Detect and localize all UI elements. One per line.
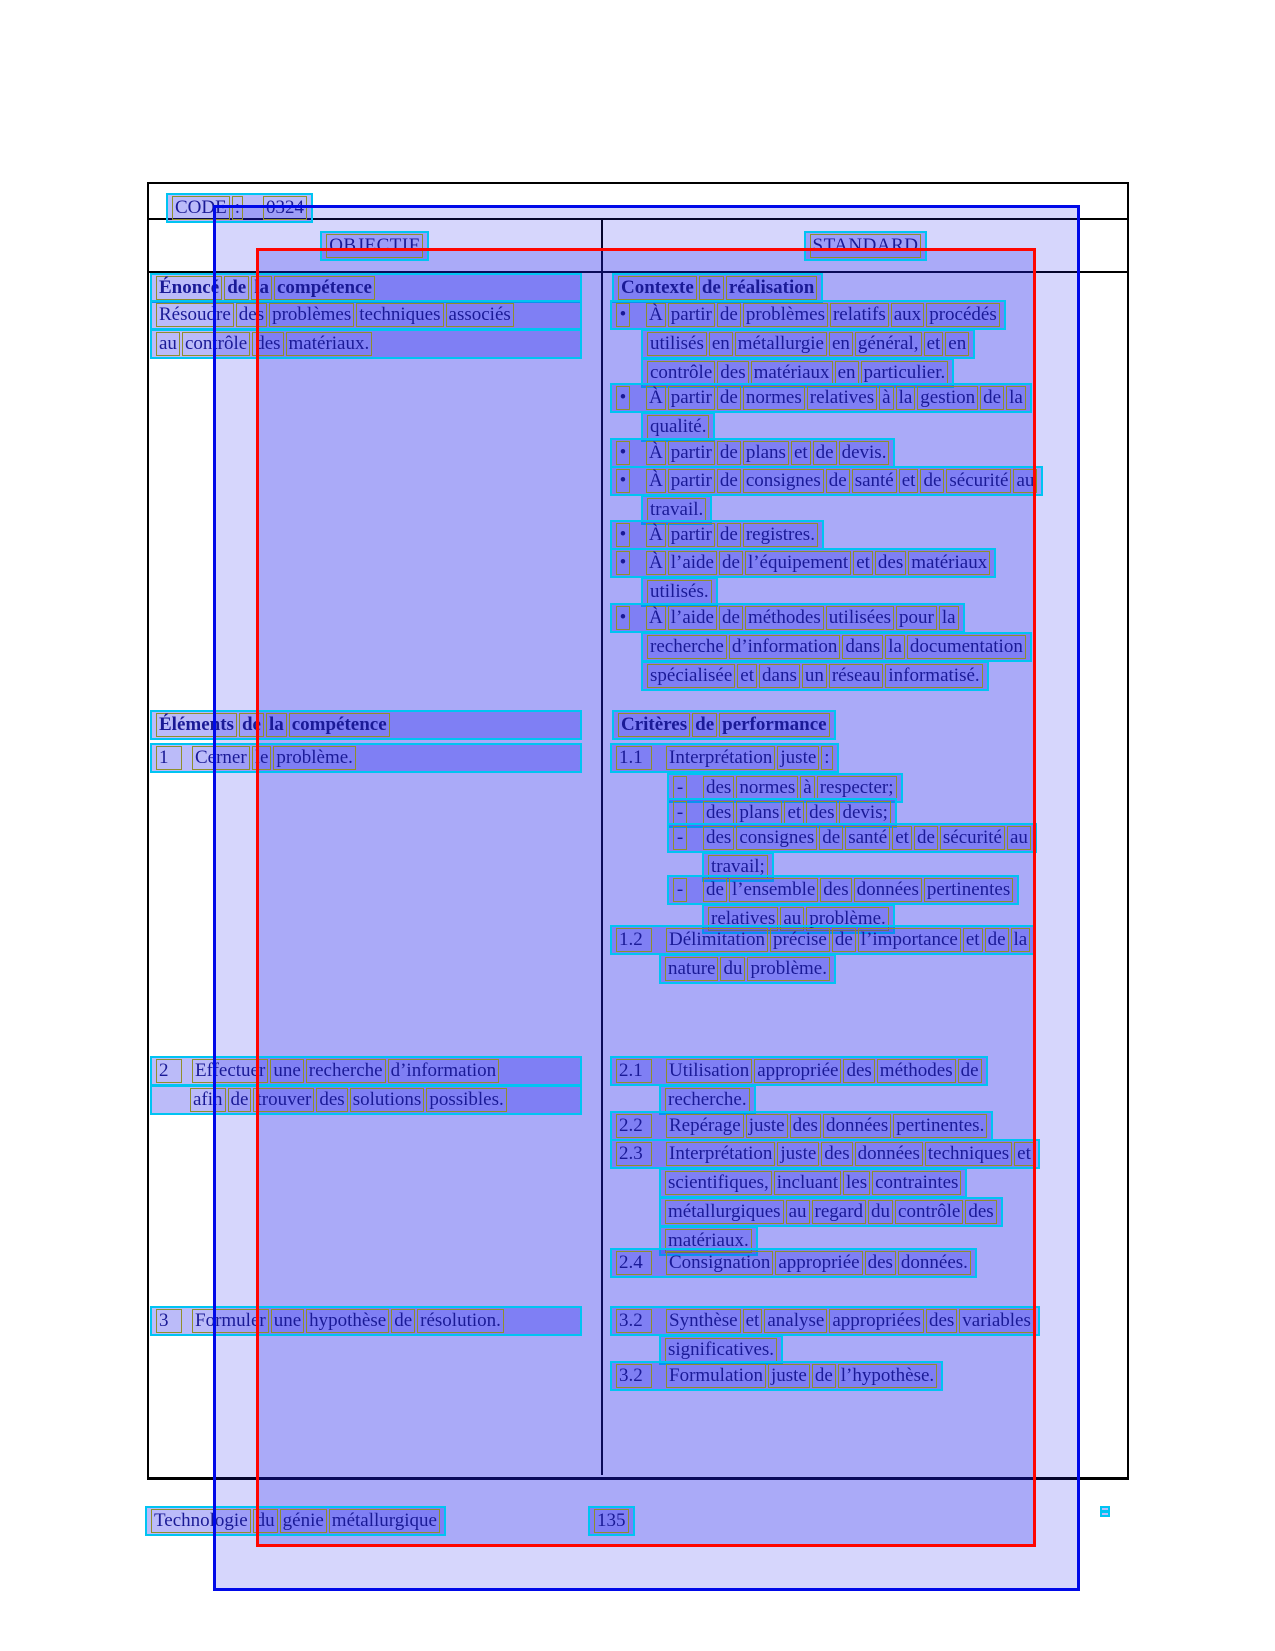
word-box: trouver [253, 1088, 314, 1112]
word-box: recherche. [665, 1088, 750, 1112]
word-box: du [253, 1509, 278, 1533]
word-box: travail. [647, 498, 706, 522]
word-box: plans [736, 801, 782, 825]
word-box: de [228, 1088, 252, 1112]
word-box: pertinentes [924, 878, 1013, 902]
word-box: • [616, 303, 630, 327]
word-box: méthodes [745, 606, 824, 630]
word-box: métallurgiques [665, 1200, 784, 1224]
word-box: À [646, 386, 666, 410]
word-box: relatives [708, 907, 778, 931]
word-box: de [717, 469, 741, 493]
word-box: résolution. [417, 1309, 504, 1333]
element-number [155, 1310, 183, 1331]
word-box: Interprétation [666, 746, 775, 770]
word-box: des [843, 1059, 874, 1083]
word-box: : [232, 196, 243, 220]
word-box: et [737, 664, 757, 688]
word-box: 2 [156, 1059, 182, 1083]
word-box: de [699, 276, 724, 300]
word-box: appropriée [754, 1059, 841, 1083]
word-box: 2.4 [616, 1251, 652, 1275]
word-box: 3 [156, 1309, 182, 1333]
word-box: de [819, 826, 843, 850]
word-box: contraintes [872, 1171, 961, 1195]
word-box: Consignation [666, 1251, 773, 1275]
word-box: des [875, 551, 906, 575]
word-box: partir [668, 441, 715, 465]
word-box: respecter; [817, 776, 897, 800]
word-box: de [717, 386, 741, 410]
word-box: du [868, 1200, 893, 1224]
word-box: utilisés [647, 332, 707, 356]
word-box: de [812, 1364, 836, 1388]
word-box: de [914, 826, 938, 850]
word-box: du [720, 957, 745, 981]
word-box: en [709, 332, 733, 356]
word-box: relatifs [830, 303, 889, 327]
word-box: de [703, 878, 727, 902]
word-box: et [963, 928, 983, 952]
word-box: 3.2 [616, 1364, 652, 1388]
word-box: Technologie [151, 1509, 251, 1533]
word-box: réseau [829, 664, 884, 688]
word-box: des [717, 361, 748, 385]
word-box: contrôle [182, 332, 250, 356]
word-box: de [920, 469, 944, 493]
word-box: des [703, 801, 734, 825]
word-box: et [743, 1309, 763, 1333]
word-box: utilisés. [647, 580, 712, 604]
word-box: associés [446, 303, 514, 327]
word-box: qualité. [647, 415, 709, 439]
word-box: partir [668, 303, 715, 327]
word-box: métallurgie [735, 332, 827, 356]
word-box: d’information [388, 1059, 500, 1083]
word-box: l’aide [668, 551, 717, 575]
word-box: problèmes [743, 303, 828, 327]
word-box: compétence [289, 713, 390, 737]
word-box: la [266, 713, 287, 737]
word-box: gestion [917, 386, 978, 410]
word-box: des [790, 1114, 821, 1138]
word-box: au [786, 1200, 810, 1224]
word-box: matériaux [751, 361, 833, 385]
word-box: scientifiques, [665, 1171, 772, 1195]
word-box: compétence [274, 276, 375, 300]
word-box: des [703, 826, 734, 850]
word-box: particulier. [861, 361, 949, 385]
word-box: au [1007, 826, 1031, 850]
word-box: problèmes [269, 303, 354, 327]
word-box: • [616, 523, 630, 547]
word-box: À [646, 523, 666, 547]
ocr-region-border-red [256, 248, 1036, 1547]
word-box: et [1014, 1142, 1034, 1166]
word-box: et [791, 441, 811, 465]
word-box: de [692, 713, 717, 737]
word-box: génie [280, 1509, 327, 1533]
word-box: métallurgique [329, 1509, 440, 1533]
word-box: de [239, 713, 264, 737]
word-box: de [717, 441, 741, 465]
word-box: d’information [729, 635, 841, 659]
word-box: au [780, 907, 804, 931]
word-box: l’aide [668, 606, 717, 630]
word-box: 2.2 [616, 1114, 652, 1138]
word-box: problème. [273, 746, 356, 770]
element-number [155, 747, 183, 768]
word-box: données [854, 878, 922, 902]
word-box: les [843, 1171, 870, 1195]
word-box: des [252, 332, 283, 356]
word-box: santé [852, 469, 897, 493]
word-box: variables [959, 1309, 1034, 1333]
word-box: données. [898, 1251, 971, 1275]
word-box: • [616, 606, 630, 630]
word-box: incluant [774, 1171, 841, 1195]
word-box: de [719, 606, 743, 630]
word-box: partir [668, 386, 715, 410]
word-box: à [800, 776, 814, 800]
word-box: en [829, 332, 853, 356]
word-box: procédés [926, 303, 1000, 327]
word-box: au [1013, 469, 1037, 493]
word-box: - [673, 878, 687, 902]
word-box: des [865, 1251, 896, 1275]
word-box: problème. [747, 957, 830, 981]
word-box: et [899, 469, 919, 493]
word-box: partir [668, 469, 715, 493]
word-box: - [673, 776, 687, 800]
word-box: solutions [350, 1088, 425, 1112]
word-box: À [646, 469, 666, 493]
word-box: précise [770, 928, 830, 952]
word-box: contrôle [647, 361, 715, 385]
word-box: problème. [806, 907, 889, 931]
word-box: et [853, 551, 873, 575]
word-box: Contexte [618, 276, 697, 300]
word-box: 2.1 [616, 1059, 652, 1083]
word-box: méthodes [877, 1059, 956, 1083]
word-box: • [616, 551, 630, 575]
word-box: de [717, 303, 741, 327]
word-box: partir [668, 523, 715, 547]
word-box: l’ensemble [729, 878, 818, 902]
word-box: • [616, 469, 630, 493]
word-box: l’importance [858, 928, 961, 952]
word-box: Critères [618, 713, 690, 737]
word-box: l’hypothèse. [838, 1364, 937, 1388]
word-box: juste [777, 746, 819, 770]
word-box: OBJECTIF [326, 234, 423, 258]
word-box: des [806, 801, 837, 825]
word-box: devis; [839, 801, 890, 825]
word-box: dans [842, 635, 883, 659]
word-box: 1.2 [616, 928, 652, 952]
word-box: de [391, 1309, 415, 1333]
word-box: juste [777, 1142, 819, 1166]
word-box: Utilisation [666, 1059, 752, 1083]
word-box: pour [896, 606, 937, 630]
word-box: de [980, 386, 1004, 410]
word-box: afin [190, 1088, 226, 1112]
word-box: 135 [594, 1509, 629, 1533]
word-box: des [821, 1142, 852, 1166]
word-box: spécialisée [647, 664, 735, 688]
word-box: travail; [708, 855, 768, 879]
word-box: dans [759, 664, 800, 688]
word-box: pertinentes. [893, 1114, 987, 1138]
word-box: de [826, 469, 850, 493]
word-box: Effectuer [192, 1059, 268, 1083]
word-box: matériaux. [665, 1229, 752, 1253]
word-box: 3.2 [616, 1309, 652, 1333]
word-box: le [252, 746, 272, 770]
word-box: 0324 [263, 196, 307, 220]
word-box: la [1006, 386, 1026, 410]
word-box: appropriées [829, 1309, 924, 1333]
word-box: sécurité [940, 826, 1005, 850]
element-number [155, 1060, 183, 1081]
word-box: 2.3 [616, 1142, 652, 1166]
word-box: et [892, 826, 912, 850]
word-box: : [821, 746, 832, 770]
word-box: STANDARD [810, 234, 922, 258]
word-box: des [316, 1088, 347, 1112]
word-box: matériaux. [286, 332, 373, 356]
word-box: juste [746, 1114, 788, 1138]
word-box: des [965, 1200, 996, 1224]
word-box: techniques [356, 303, 443, 327]
word-box: la [939, 606, 959, 630]
word-box: À [646, 441, 666, 465]
word-box: de [813, 441, 837, 465]
word-box: Interprétation [666, 1142, 775, 1166]
word-box: 1.1 [616, 746, 652, 770]
word-box: Repérage [666, 1114, 744, 1138]
word-box: Éléments [156, 713, 237, 737]
word-box: registres. [743, 523, 818, 547]
word-box: normes [743, 386, 805, 410]
word-box: des [926, 1309, 957, 1333]
word-box: normes [736, 776, 798, 800]
word-box: significatives. [665, 1338, 777, 1362]
word-box: contrôle [895, 1200, 963, 1224]
word-box: santé [845, 826, 890, 850]
word-box: de [224, 276, 249, 300]
word-box: données [823, 1114, 891, 1138]
word-box: Synthèse [666, 1309, 741, 1333]
word-box: informatisé. [885, 664, 982, 688]
word-box: aux [891, 303, 924, 327]
word-box: À [646, 606, 666, 630]
word-box: utilisées [826, 606, 894, 630]
word-box: sécurité [946, 469, 1011, 493]
word-box: réalisation [726, 276, 818, 300]
word-box: relatives [807, 386, 877, 410]
word-box: et [924, 332, 944, 356]
word-box: des [703, 776, 734, 800]
word-box: Formulation [666, 1364, 766, 1388]
word-box: • [616, 441, 630, 465]
word-box: Énoncé [156, 276, 222, 300]
word-box: performance [719, 713, 829, 737]
word-box: CODE [172, 196, 230, 220]
word-box: À [646, 303, 666, 327]
word-box: des [820, 878, 851, 902]
word-box: Délimitation [666, 928, 768, 952]
word-box: des [236, 303, 267, 327]
word-box: - [673, 801, 687, 825]
word-box: la [896, 386, 916, 410]
word-box: de [958, 1059, 982, 1083]
word-box: au [156, 332, 180, 356]
word-box: À [646, 551, 666, 575]
word-box: Formuler [192, 1309, 269, 1333]
word-box: consignes [736, 826, 817, 850]
word-box: la [885, 635, 905, 659]
word-box: une [270, 1059, 303, 1083]
word-box: hypothèse [306, 1309, 389, 1333]
word-box: devis. [839, 441, 890, 465]
word-box: recherche [306, 1059, 386, 1083]
word-box: de [719, 551, 743, 575]
word-box: techniques [925, 1142, 1012, 1166]
word-box: général, [855, 332, 922, 356]
word-box: plans [743, 441, 789, 465]
word-box: de [717, 523, 741, 547]
word-box: la [251, 276, 272, 300]
word-box: la [1011, 928, 1031, 952]
word-box: juste [768, 1364, 810, 1388]
word-box: en [945, 332, 969, 356]
word-box: appropriée [775, 1251, 862, 1275]
word-box: possibles. [426, 1088, 506, 1112]
word-box: documentation [907, 635, 1026, 659]
word-box: l’équipement [745, 551, 851, 575]
word-box: un [802, 664, 827, 688]
word-box: analyse [764, 1309, 827, 1333]
word-box: en [835, 361, 859, 385]
word-box: de [985, 928, 1009, 952]
word-box: 1 [156, 746, 182, 770]
word-box: Cerner [192, 746, 250, 770]
word-box: à [879, 386, 893, 410]
word-box: • [616, 386, 630, 410]
word-box: regard [812, 1200, 867, 1224]
word-box: Résoudre [156, 303, 234, 327]
word-box: recherche [647, 635, 727, 659]
word-box: de [832, 928, 856, 952]
word-box: données [855, 1142, 923, 1166]
word-box: et [784, 801, 804, 825]
word-box: matériaux [908, 551, 990, 575]
word-box: nature [665, 957, 718, 981]
word-box: - [673, 826, 687, 850]
word-box: une [271, 1309, 304, 1333]
word-box: consignes [743, 469, 824, 493]
